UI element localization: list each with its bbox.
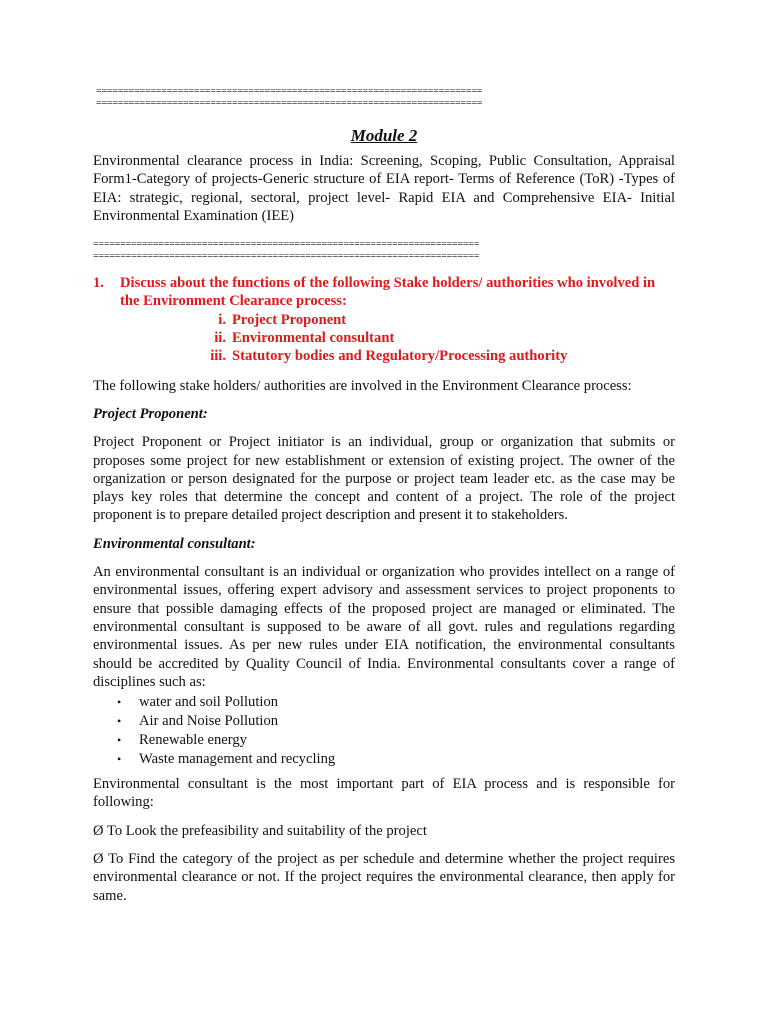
divider-rule: ======================================================================= [96, 86, 483, 97]
bullet-icon: • [117, 733, 122, 748]
bullet-icon: • [117, 714, 122, 729]
question-heading [93, 274, 675, 311]
question-item [93, 329, 675, 347]
disciplines-list [93, 693, 675, 769]
list-item: • Waste management and recycling [93, 750, 675, 769]
question-item-number: i. [218, 311, 226, 328]
question-text: Discuss about the functions of the following Stake holders/ authorities who involved in the Environment Clearance process: [120, 275, 656, 310]
list-item: • Air and Noise Pollution [93, 712, 675, 731]
list-item: • water and soil Pollution [93, 693, 675, 712]
question-item-label: Statutory bodies and Regulatory/Processing authority [232, 348, 568, 365]
list-item: • Renewable energy [93, 731, 675, 750]
divider-rule: ======================================================================= [93, 239, 480, 251]
divider-rule: ======================================================================= [96, 98, 483, 109]
section-heading-consultant: Environmental consultant: [93, 535, 256, 552]
intro-paragraph: The following stake holders/ authorities are involved in the Environment Clearance process: [93, 377, 632, 394]
question-item-number: ii. [214, 330, 226, 347]
bullet-icon: • [117, 752, 122, 767]
bullet-icon: • [117, 695, 122, 710]
question-item [93, 347, 675, 365]
syllabus-text: Environmental clearance process in India: Screening, Scoping, Public Consultation, Appraisal Form1-Category of projects-Generic structure of EIA report- Terms of Reference (ToR) -Types of EIA: strategic, regional, sectoral, project level- Rapid EIA and Comprehensive EIA- Initial Environmental Examination (IEE) [93, 153, 675, 224]
question-item-label: Project Proponent [232, 311, 347, 328]
question-number: 1. [93, 275, 104, 292]
section-heading-proponent: Project Proponent: [93, 405, 208, 422]
question-item-number: iii. [210, 348, 226, 365]
responsibility-step: Ø To Look the prefeasibility and suitability of the project [93, 822, 427, 839]
divider-rule: ======================================================================= [93, 251, 480, 263]
proponent-paragraph: Project Proponent or Project initiator is an individual, group or organization that submits or proposes some project for new establishment or extension of existing project. The owner of the organization or person designated for the purpose or project team leader etc. as the case may be plays key roles that determine the concept and content of a project. The role of the project proponent is to prepare detailed project description and present it to stakeholders. [93, 434, 675, 524]
question-item-label: Environmental consultant [232, 330, 395, 347]
consultant-paragraph: An environmental consultant is an individual or organization who provides intellect on a range of environmental issues, offering expert advisory and assessment services to project proponents to ensure that possible damaging effects of the proposed project are managed or eliminated. The environmental consultant is supposed to be aware of all govt. rules and regulations regarding environmental issues. As per new rules under EIA notification, the environmental consultants should be accredited by Quality Council of India. Environmental consultants cover a range of disciplines such as: [93, 564, 675, 690]
responsibility-step: Ø To Find the category of the project as per schedule and determine whether the project requires environmental clearance or not. If the project requires the environmental clearance, then apply for same. [93, 851, 675, 904]
question-block [93, 274, 675, 365]
page-title: Module 2 [350, 126, 418, 145]
question-item [93, 311, 675, 329]
responsibility-paragraph: Environmental consultant is the most important part of EIA process and is responsible for following: [93, 776, 675, 811]
